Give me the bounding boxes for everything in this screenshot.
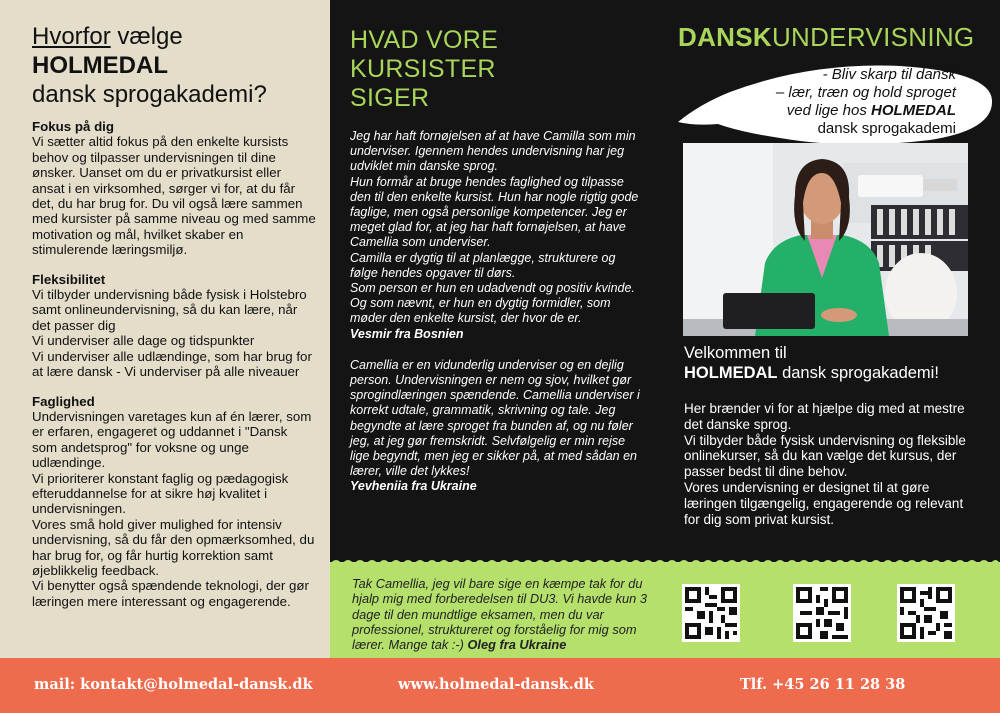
left-column <box>0 0 330 658</box>
section-title: Fleksibilitet <box>32 271 106 287</box>
section-line: Vi benytter også spændende teknologi, der gør læringen mere interessant og engagerende. <box>32 578 309 609</box>
bubble-text-part: ved lige hos <box>786 102 871 119</box>
intro-description <box>684 401 979 527</box>
testimonial-text: Jeg har haft fornøjelsen af at have Camilla som min underviser. Igennem hendes undervisning har jeg udviklet min danske sprog. <box>350 129 636 174</box>
speech-bubble <box>776 66 956 138</box>
section-line: Undervisningen varetages kun af én lærer, som er erfaren, engageret og uddannet i "Dansk som andetsprog" for voksne og unge udlændinge. <box>32 408 312 471</box>
testimonial-text: Camilla er dygtig til at planlægge, strukturere og følge hendes opgaver til dørs. <box>350 250 616 280</box>
section-title: Faglighed <box>32 393 95 409</box>
section-flexibility <box>32 272 316 380</box>
left-heading <box>32 22 316 109</box>
right-column <box>660 0 1000 562</box>
footer-phone[interactable]: Tlf. +45 26 11 28 38 <box>740 676 906 693</box>
welcome-text <box>684 343 939 383</box>
heading-brand: HOLMEDAL <box>32 52 168 79</box>
section-line: Vi underviser alle dage og tidspunkter <box>32 333 255 349</box>
contact-footer <box>0 658 1000 713</box>
green-testimonial-author: Oleg fra Ukraine <box>467 637 567 653</box>
desc-line: Her brænder vi for at hjælpe dig med at mestre det danske sprog. <box>684 401 965 432</box>
testimonial-1 <box>350 129 646 342</box>
bubble-line <box>776 102 956 120</box>
desc-line: Vi tilbyder både fysisk undervisning og fleksible onlinekurser, så du kan vælge det kursus, der passer bedst til dine behov. <box>684 432 966 480</box>
testimonial-author: Vesmir fra Bosnien <box>350 326 464 341</box>
testimonials-column <box>330 0 660 562</box>
section-title: Fokus på dig <box>32 119 115 134</box>
testimonials-heading-line2: SIGER <box>350 84 430 112</box>
brand-bold: DANSK <box>678 22 772 52</box>
bubble-line: - Bliv skarp til dansk <box>822 66 956 83</box>
section-line: Vi underviser alle udlændinge, som har brug for at lære dansk - Vi underviser på alle niveauer <box>32 348 312 380</box>
bubble-line: – lær, træn og hold sproget <box>775 84 956 101</box>
qr-code-icon[interactable] <box>897 584 955 642</box>
testimonial-author: Yevheniia fra Ukraine <box>350 479 477 494</box>
section-line: Vi tilbyder undervisning både fysisk i Holstebro samt onlineundervisning, så du kan lære, når det passer dig <box>32 287 307 333</box>
welcome-line1: Velkommen til <box>684 344 787 362</box>
footer-website-link[interactable]: www.holmedal-dansk.dk <box>398 676 594 693</box>
qr-code-icon[interactable] <box>793 584 851 642</box>
testimonial-text: Hun formår at bruge hendes faglighed og tilpasse den til den enkelte kursist. Hun har nogle rigtig gode faglige, men også personlige kompetencer. Jeg er meget glad for, at jeg har haft fornøjelsen, at have Camellia som underviser. <box>350 174 639 250</box>
green-testimonial-text: Tak Camellia, jeg vil bare sige en kæmpe tak for du hjalp mig med forberedelsen til DU3. Vi havde kun 3 dage til den mundtlige eksamen, men du var professionel, struktureret og forståelig for mig som lærer. Mange tak :-) <box>352 576 647 653</box>
welcome-brand: HOLMEDAL <box>684 364 778 382</box>
section-professionalism <box>32 394 316 610</box>
welcome-rest: dansk sprogakademi! <box>777 364 939 382</box>
testimonial-text: Som person er hun en udadvendt og positiv kvinde. Og som nævnt, er hun en dygtig formidler, som møder den enkelte kursist, der hvor de er. <box>350 281 635 326</box>
section-line: Vi prioriterer konstant faglig og pædagogisk efteruddannelse for at sikre høj kvalitet i undervisningen. <box>32 470 289 517</box>
section-line: Vores små hold giver mulighed for intensiv undervisning, så du får den opmærksomhed, du har brug for, og får hurtig korrektion samt øjeblikkelig feedback. <box>32 516 315 578</box>
heading-why: Hvorfor <box>32 23 111 50</box>
heading-choose: vælge <box>110 23 183 50</box>
testimonials-heading <box>350 26 646 113</box>
testimonials-heading-line1: HVAD VORE KURSISTER <box>350 26 499 83</box>
testimonial-text: Camellia er en vidunderlig underviser og en dejlig person. Undervisningen er nem og sjov, hvilket gør sprogindlæringen spændende. Camellia underviser i korrekt udtale, grammatik, skrivning og tale. Jeg begyndte at lære sproget fra bunden af, og nu føler jeg, at jeg gør fremskridt. Selvfølgelig er min rejse lige begyndt, men jeg er sikker på, at med sådan en lærer, ville det lykkes! <box>350 357 640 479</box>
qr-code-icon[interactable] <box>682 584 740 642</box>
brand-rest: UNDERVISNING <box>771 22 975 52</box>
section-focus <box>32 119 316 258</box>
green-testimonial-band <box>330 562 1000 658</box>
brand-title <box>678 22 974 53</box>
section-body: Vi sætter altid fokus på den enkelte kursists behov og tilpasser undervisningen til dine ønsker. Uanset om du er privatkursist eller ansat i en virksomhed, sørger vi for, at du får det, du har brug for. Du vil også lære sammen med kursister på samme niveau og med samme motivation og mål, hvilket skaber en stimulerende læringsmiljø. <box>32 134 316 258</box>
scalloped-edge <box>330 556 1000 564</box>
footer-email-link[interactable]: mail: kontakt@holmedal-dansk.dk <box>34 676 313 693</box>
bubble-line: dansk sprogakademi <box>817 120 956 137</box>
heading-academy: dansk sprogakademi? <box>32 81 267 108</box>
testimonial-2 <box>350 358 646 495</box>
desc-line: Vores undervisning er designet til at gøre læringen tilgængelig, engagerende og relevant for dig som privat kursist. <box>684 479 964 527</box>
green-testimonial <box>352 576 652 652</box>
teacher-photo <box>683 143 968 336</box>
bubble-brand: HOLMEDAL <box>871 102 956 119</box>
